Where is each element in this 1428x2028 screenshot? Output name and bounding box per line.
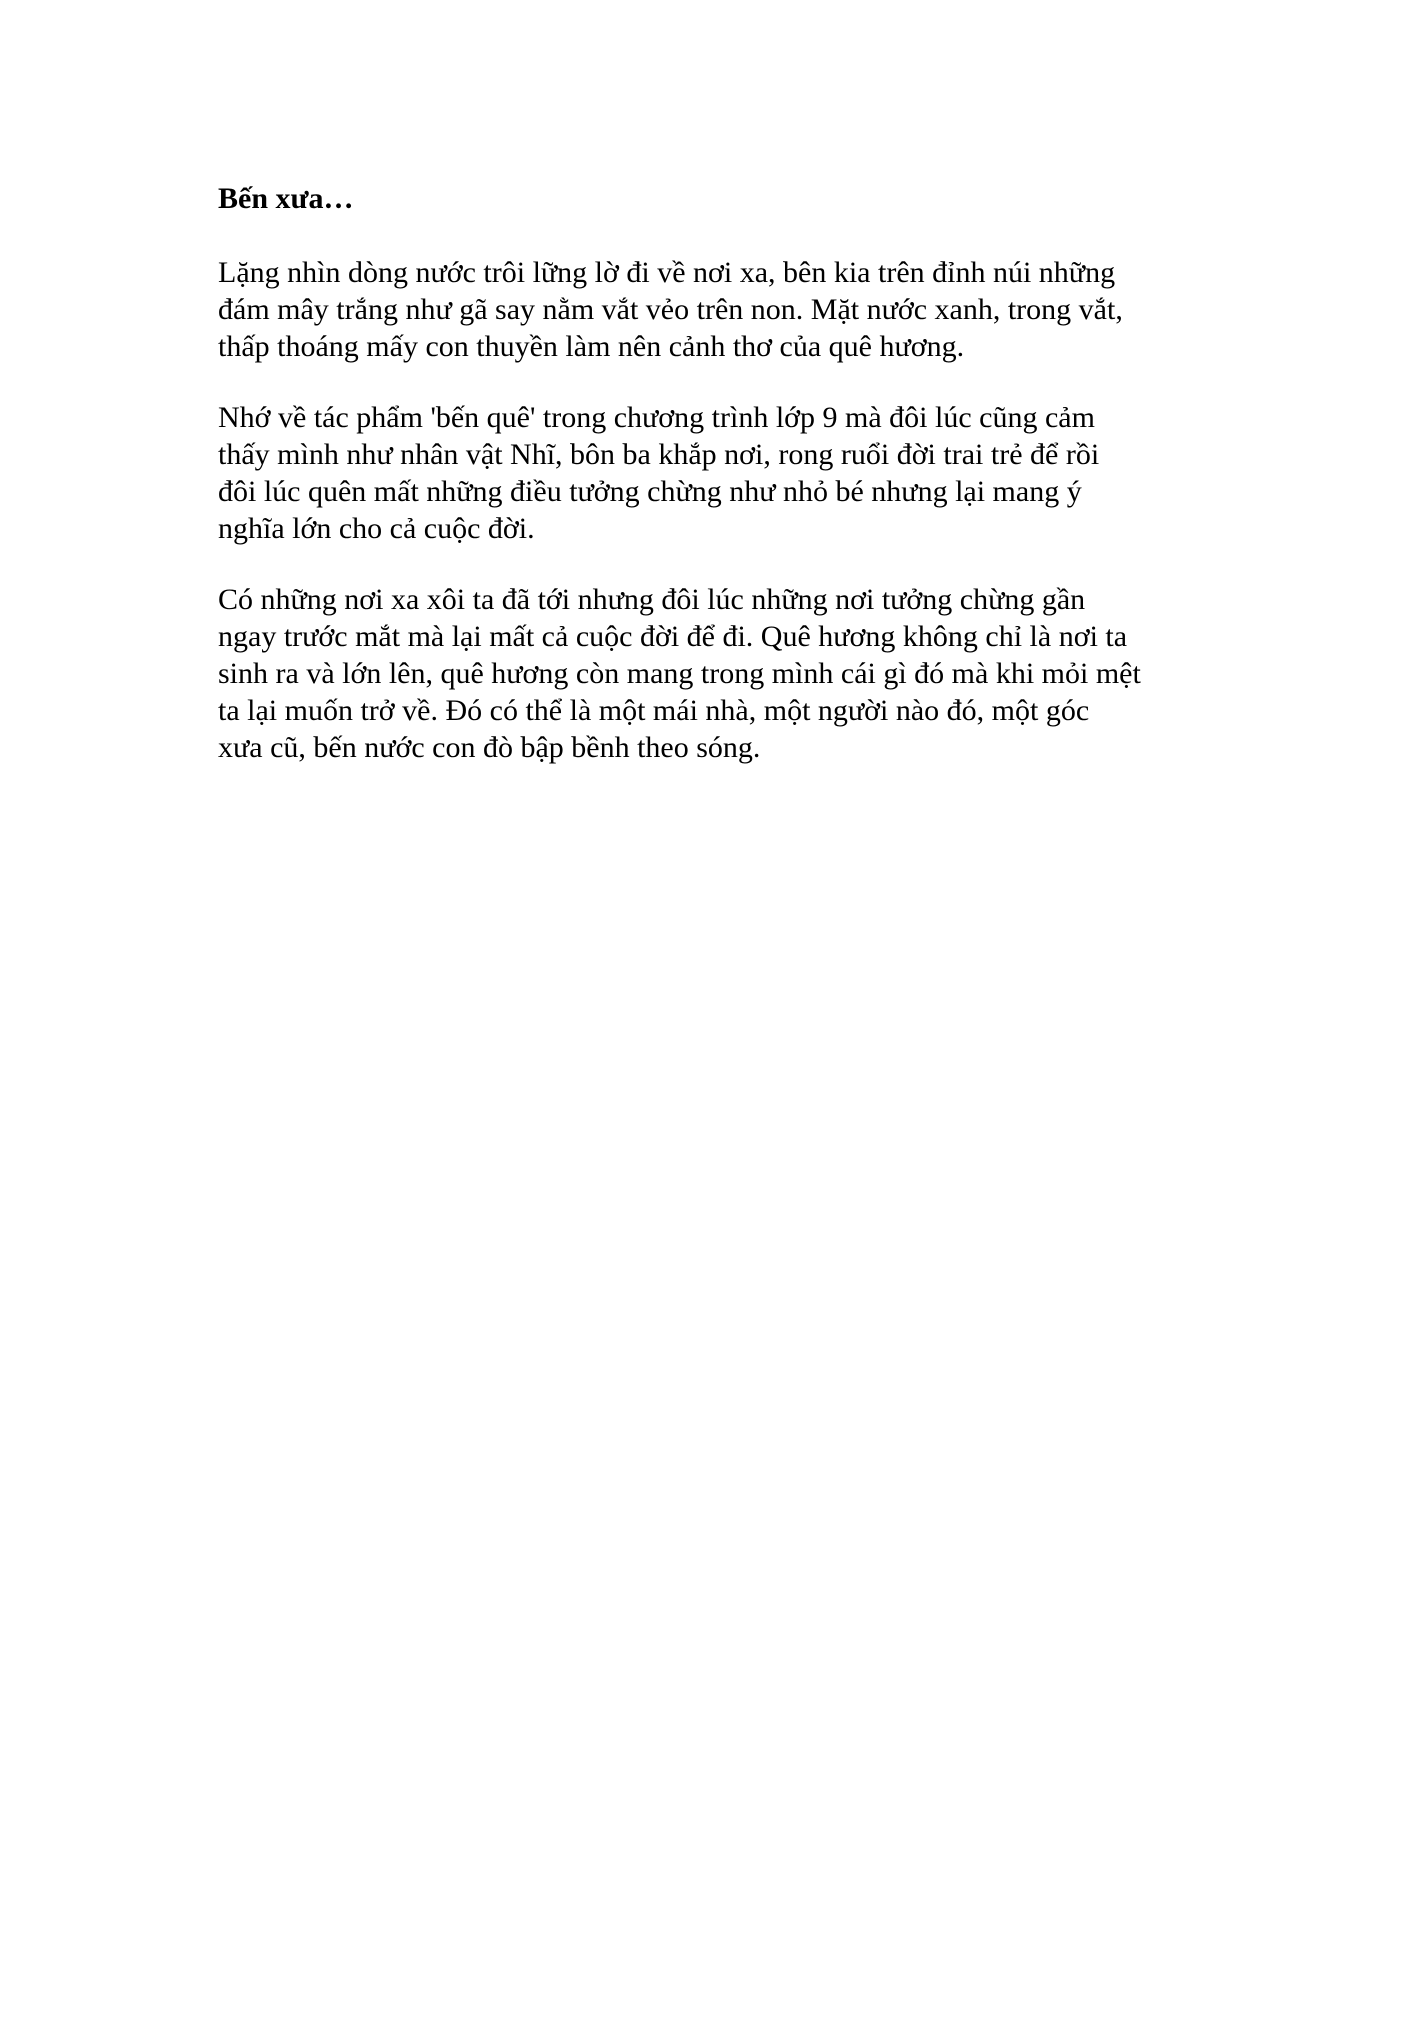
paragraph-line: xưa cũ, bến nước con đò bập bềnh theo sóng. — [218, 731, 761, 764]
paragraph-line: sinh ra và lớn lên, quê hương còn mang trong mình cái gì đó mà khi mỏi mệt — [218, 657, 1141, 690]
paragraph-line: Nhớ về tác phẩm 'bến quê' trong chương trình lớp 9 mà đôi lúc cũng cảm — [218, 401, 1095, 434]
paragraph-line: đôi lúc quên mất những điều tưởng chừng như nhỏ bé nhưng lại mang ý — [218, 475, 1082, 508]
paragraph-2 — [218, 399, 1218, 547]
paragraph-1 — [218, 254, 1218, 365]
paragraph-line: thấp thoáng mấy con thuyền làm nên cảnh thơ của quê hương. — [218, 330, 965, 363]
paragraph-line: Lặng nhìn dòng nước trôi lững lờ đi về nơi xa, bên kia trên đỉnh núi những — [218, 256, 1116, 289]
paragraph-line: đám mây trắng như gã say nằm vắt vẻo trên non. Mặt nước xanh, trong vắt, — [218, 293, 1123, 326]
paragraph-line: Có những nơi xa xôi ta đã tới nhưng đôi lúc những nơi tưởng chừng gần — [218, 583, 1086, 616]
paragraph-line: nghĩa lớn cho cả cuộc đời. — [218, 512, 535, 545]
document-body — [218, 180, 1218, 800]
paragraph-line: ta lại muốn trở về. Đó có thể là một mái nhà, một người nào đó, một góc — [218, 694, 1090, 727]
paragraph-line: ngay trước mắt mà lại mất cả cuộc đời để đi. Quê hương không chỉ là nơi ta — [218, 620, 1128, 653]
document-title: Bến xưa… — [218, 182, 354, 215]
paragraph-3 — [218, 581, 1218, 766]
paragraph-line: thấy mình như nhân vật Nhĩ, bôn ba khắp nơi, rong ruổi đời trai trẻ để rồi — [218, 438, 1100, 471]
